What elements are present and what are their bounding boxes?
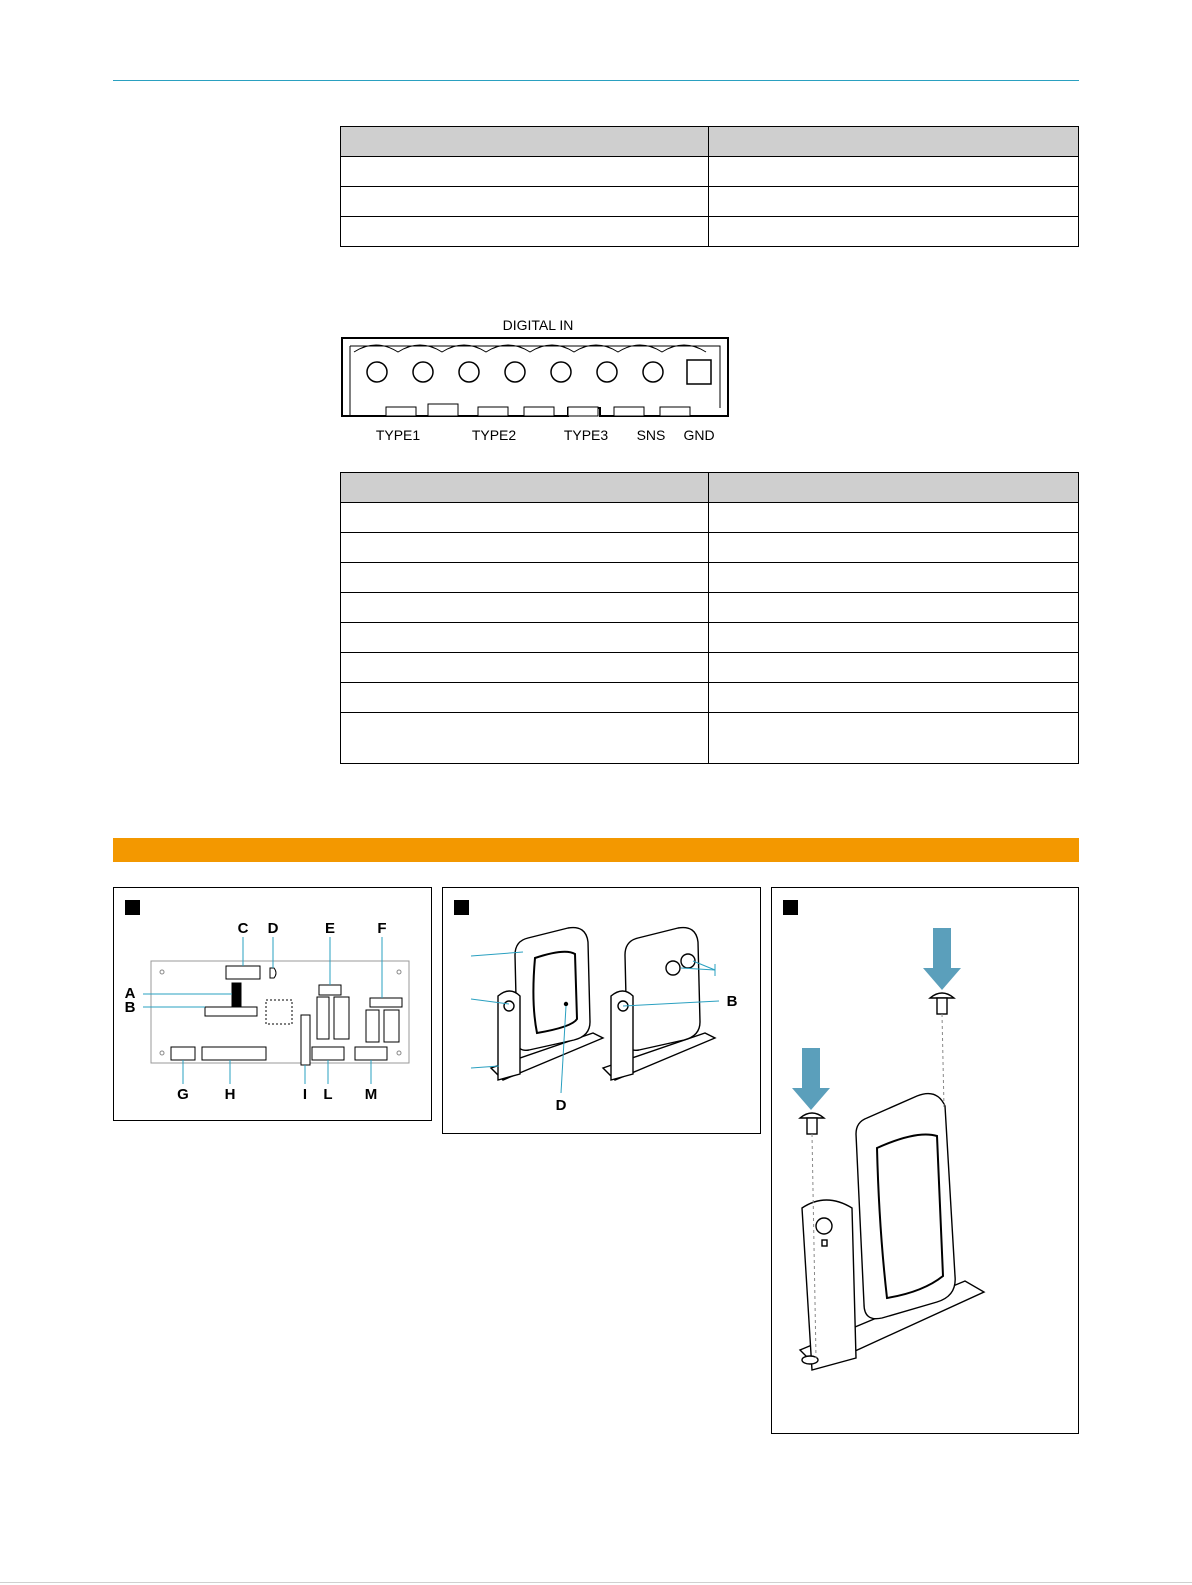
callout-b: B <box>124 999 136 1016</box>
section-header-bar <box>113 838 1079 862</box>
label-gnd: GND <box>683 427 715 443</box>
callout-d: D <box>267 920 279 937</box>
table-row <box>341 157 1079 187</box>
table-row <box>341 217 1079 247</box>
connector-title: DIGITAL IN <box>502 317 574 333</box>
table-2 <box>340 472 1079 764</box>
table-row <box>341 187 1079 217</box>
callout-d: D <box>555 1097 567 1114</box>
table-1 <box>340 126 1079 247</box>
figure-sensor <box>442 887 761 1134</box>
pin-holes <box>367 360 711 384</box>
callout-m: M <box>364 1086 378 1103</box>
down-arrow-icon <box>923 928 961 990</box>
sensor-diagram <box>443 888 760 1133</box>
callout-h: H <box>224 1086 236 1103</box>
callout-l: L <box>323 1086 333 1103</box>
callout-a: A <box>124 985 136 1002</box>
label-type2: TYPE2 <box>471 427 517 443</box>
table-row <box>341 563 1079 593</box>
digital-in-connector-diagram <box>340 312 740 447</box>
table-row <box>341 653 1079 683</box>
table-row <box>341 533 1079 563</box>
callout-c: C <box>237 920 249 937</box>
board-diagram <box>114 888 431 1120</box>
callout-f: F <box>377 920 387 937</box>
figure-marker <box>125 900 140 915</box>
table-header-row <box>341 127 1079 157</box>
bottom-rule <box>0 1582 1192 1583</box>
table-row <box>341 713 1079 764</box>
table-row <box>341 593 1079 623</box>
label-sns: SNS <box>636 427 666 443</box>
figure-marker <box>783 900 798 915</box>
figure-mounting <box>771 887 1079 1434</box>
table-row <box>341 623 1079 653</box>
mounting-diagram <box>772 888 1078 1433</box>
table-row <box>341 503 1079 533</box>
down-arrow-icon <box>792 1048 830 1110</box>
callout-i: I <box>302 1086 308 1103</box>
figure-board <box>113 887 432 1121</box>
figure-marker <box>454 900 469 915</box>
callout-g: G <box>177 1086 189 1103</box>
callout-b: B <box>726 993 738 1010</box>
table-header-row <box>341 473 1079 503</box>
top-rule <box>113 80 1079 81</box>
callout-e: E <box>324 920 336 937</box>
table-row <box>341 683 1079 713</box>
label-type1: TYPE1 <box>375 427 421 443</box>
connector-inner-top <box>350 346 720 408</box>
label-type3: TYPE3 <box>563 427 609 443</box>
pin-tabs <box>386 404 690 416</box>
